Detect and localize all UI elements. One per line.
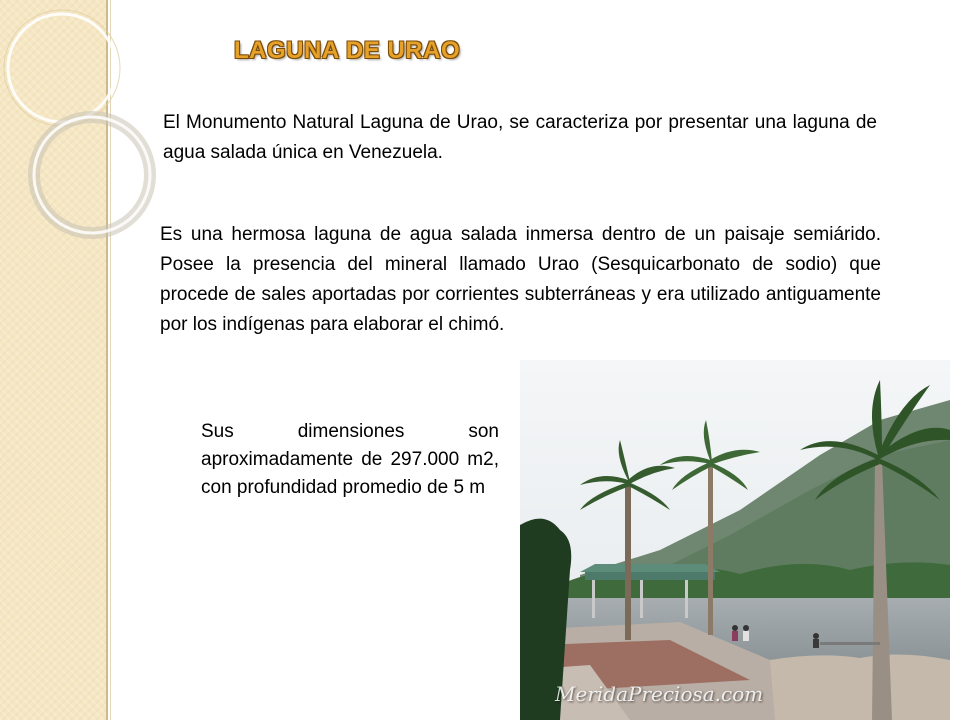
slide-title: LAGUNA DE URAO [234, 37, 461, 64]
description-paragraph: Es una hermosa laguna de agua salada inmersa dentro de un paisaje semiárido. Posee la presencia del mineral llamado Urao (Sesquicarbonato de sodio) que procede de sales aportadas por corrientes subterráneas y era utilizado antiguamente por los indígenas para elaborar el chimó. [160, 224, 881, 335]
photo-watermark: MeridaPreciosa.com [555, 682, 764, 706]
intro-paragraph: El Monumento Natural Laguna de Urao, se caracteriza por presentar una laguna de agua salada única en Venezuela. [163, 112, 877, 163]
lagoon-photo [520, 360, 950, 720]
dimensions-paragraph: Sus dimensiones son aproximadamente de 297.000 m2, con profundidad promedio de 5 m [201, 421, 499, 498]
lagoon-photo-illustration [520, 360, 950, 720]
decorative-rings-icon [0, 0, 140, 240]
